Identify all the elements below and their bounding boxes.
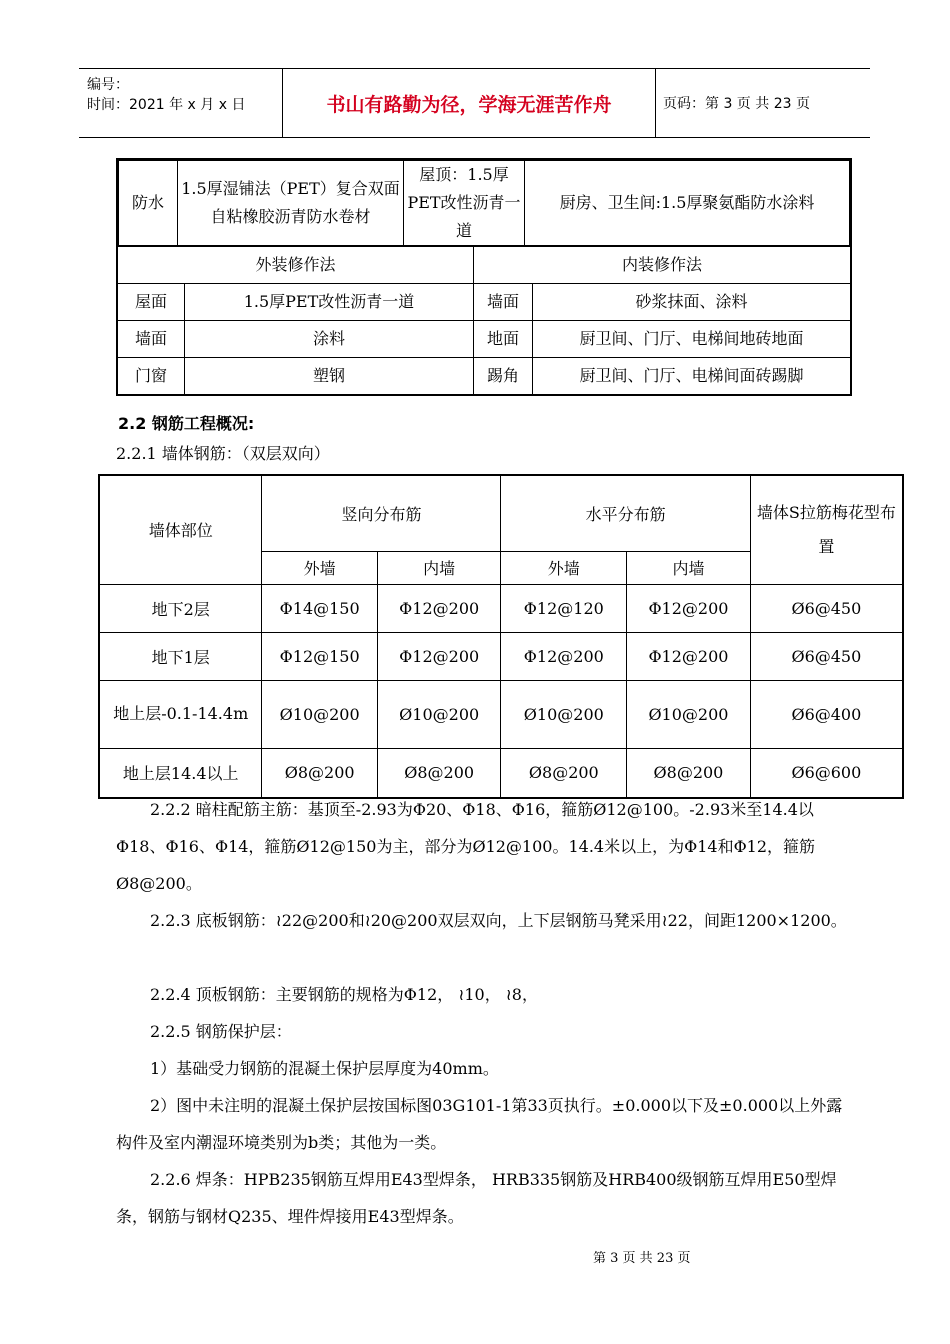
interior-title: 内装修作法	[474, 247, 852, 284]
header-page-info: 页码：第 3 页 共 23 页	[663, 96, 810, 112]
paragraph-225-1: 1）基础受力钢筋的混凝土保护层厚度为40mm。	[150, 1059, 499, 1078]
int-part: 墙面	[474, 284, 533, 321]
section-title: 2.2 钢筋工程概况:	[118, 414, 255, 433]
header-inner: 内墙	[377, 551, 501, 584]
int-method: 厨卫间、门厅、电梯间面砖踢脚	[533, 358, 852, 396]
waterproof-col1: 1.5厚湿铺法（PET）复合双面自粘橡胶沥青防水卷材	[178, 161, 404, 246]
ext-method: 塑钢	[185, 358, 474, 396]
page-header	[79, 68, 870, 138]
header-motto: 书山有路勤为径，学海无涯苦作舟	[282, 69, 656, 137]
table-row	[99, 632, 903, 680]
header-horizontal: 水平分布筋	[501, 475, 750, 551]
cell-v-in: Φ12@200	[377, 584, 501, 632]
ext-part: 屋面	[117, 284, 185, 321]
cell-part: 地上层14.4以上	[99, 748, 262, 798]
cell-h-out: Φ12@200	[501, 632, 627, 680]
waterproof-label: 防水	[119, 161, 178, 246]
table-row	[99, 680, 903, 748]
ext-part: 门窗	[117, 358, 185, 396]
cell-h-out: Φ12@120	[501, 584, 627, 632]
header-outer: 外墙	[501, 551, 627, 584]
table-row	[117, 358, 851, 396]
cell-tie: Ø6@400	[750, 680, 903, 748]
cell-h-out: Ø8@200	[501, 748, 627, 798]
header-inner: 内墙	[627, 551, 751, 584]
header-part: 墙体部位	[99, 475, 262, 584]
cell-v-in: Ø10@200	[377, 680, 501, 748]
int-method: 砂浆抹面、涂料	[533, 284, 852, 321]
table-row	[117, 321, 851, 358]
cell-v-in: Ø8@200	[377, 748, 501, 798]
cell-h-out: Ø10@200	[501, 680, 627, 748]
cell-h-in: Φ12@200	[627, 584, 751, 632]
cell-h-in: Ø8@200	[627, 748, 751, 798]
cell-tie: Ø6@450	[750, 632, 903, 680]
cell-tie: Ø6@450	[750, 584, 903, 632]
paragraph-224: 2.2.4 顶板钢筋：主要钢筋的规格为Φ12， ≀10， ≀8，	[150, 985, 538, 1004]
cell-v-out: Ø8@200	[262, 748, 377, 798]
cell-tie: Ø6@600	[750, 748, 903, 798]
int-part: 踢角	[474, 358, 533, 396]
table-row	[117, 284, 851, 321]
header-outer: 外墙	[262, 551, 377, 584]
ext-method: 涂料	[185, 321, 474, 358]
waterproof-col2: 屋顶：1.5厚PET改性沥青一道	[404, 161, 525, 246]
waterproof-col3: 厨房、卫生间:1.5厚聚氨酯防水涂料	[525, 161, 850, 246]
paragraph-223: 2.2.3 底板钢筋：≀22@200和≀20@200双层双向，上下层钢筋马凳采用≀22，间距1200×1200。	[150, 911, 847, 930]
wall-rebar-table	[98, 474, 904, 799]
waterproof-row	[118, 160, 850, 246]
cell-part: 地下2层	[99, 584, 262, 632]
cell-h-in: Ø10@200	[627, 680, 751, 748]
cell-v-in: Φ12@200	[377, 632, 501, 680]
int-method: 厨卫间、门厅、电梯间地砖地面	[533, 321, 852, 358]
header-vertical: 竖向分布筋	[262, 475, 501, 551]
cell-v-out: Ø10@200	[262, 680, 377, 748]
ext-method: 1.5厚PET改性沥青一道	[185, 284, 474, 321]
page-footer: 第 3 页 共 23 页	[593, 1251, 691, 1266]
paragraph-222: 2.2.2 暗柱配筋主筋：基顶至-2.93为Φ20、Φ18、Φ16，箍筋Ø12@100。-2.93米至14.4以Φ18、Φ16、Φ14，箍筋Ø12@150为主，部分为Ø12@100。14.4米以上，为Φ14和Φ12，箍筋Ø8@200。	[116, 800, 816, 893]
cell-v-out: Φ14@150	[262, 584, 377, 632]
subsection-title: 2.2.1 墙体钢筋：（双层双向）	[116, 444, 330, 463]
ext-part: 墙面	[117, 321, 185, 358]
table-row	[99, 584, 903, 632]
number-label: 编号：	[87, 77, 129, 93]
int-part: 地面	[474, 321, 533, 358]
cell-part: 地下1层	[99, 632, 262, 680]
cell-v-out: Φ12@150	[262, 632, 377, 680]
time-label: 时间：2021 年 x 月 x 日	[87, 97, 246, 113]
paragraph-225: 2.2.5 钢筋保护层：	[150, 1022, 292, 1041]
paragraph-225-2: 2）图中未注明的混凝土保护层按国标图03G101-1第33页执行。±0.000以下及±0.000以上外露构件及室内潮湿环境类别为b类；其他为一类。	[116, 1096, 843, 1152]
paragraph-226: 2.2.6 焊条：HPB235钢筋互焊用E43型焊条， HRB335钢筋及HRB400级钢筋互焊用E50型焊条，钢筋与钢材Q235、埋件焊接用E43型焊条。	[116, 1170, 837, 1226]
header-meta	[87, 75, 282, 115]
header-tie: 墙体S拉筋梅花型布置	[750, 475, 903, 584]
exterior-title: 外装修作法	[117, 247, 474, 284]
cell-part: 地上层-0.1-14.4m	[99, 680, 262, 748]
cell-h-in: Φ12@200	[627, 632, 751, 680]
decoration-table	[116, 158, 852, 396]
